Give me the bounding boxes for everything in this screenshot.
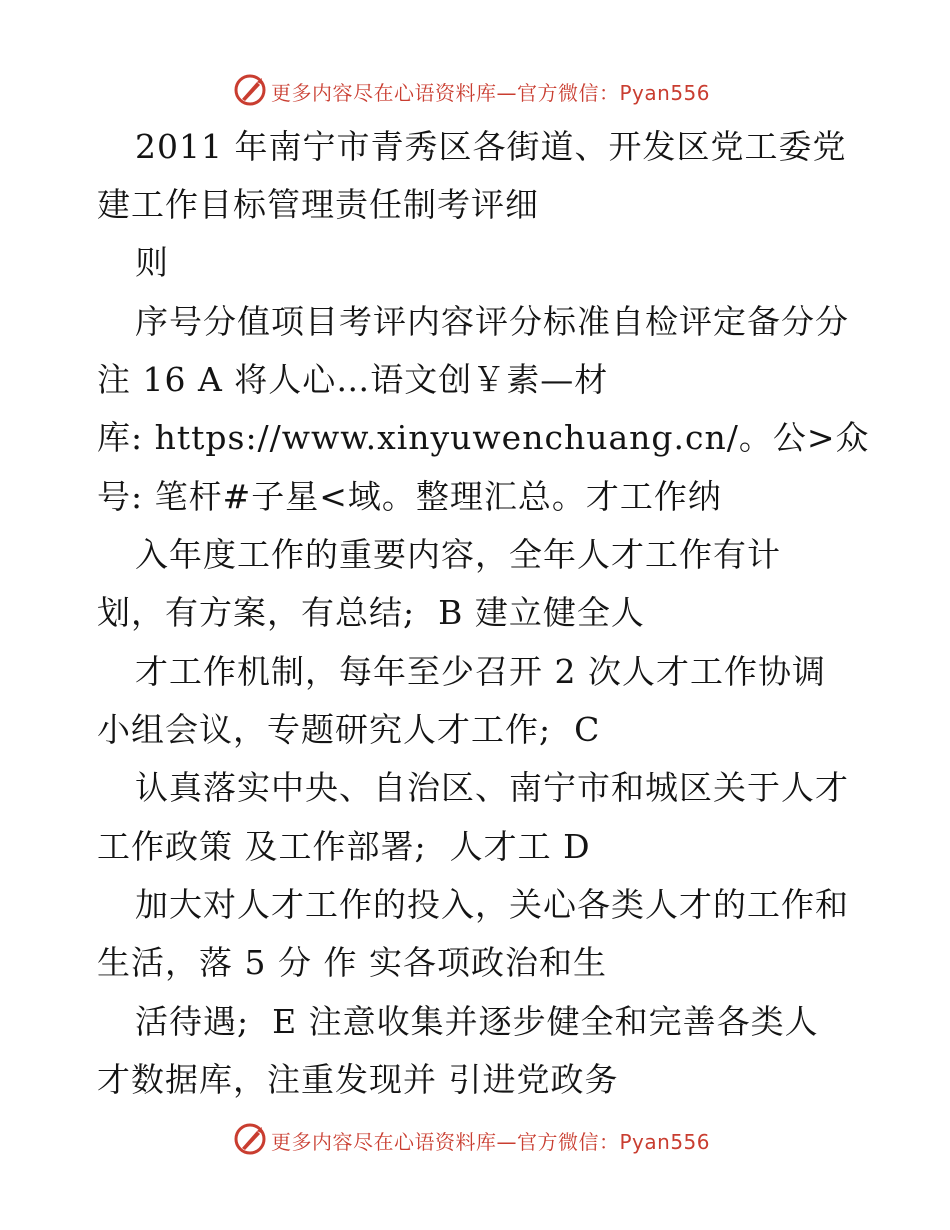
doc-line: 生活，落 5 分 作 实各项政治和生 [97, 943, 607, 982]
doc-line: 工作政策 及工作部署; 人才工 D [97, 827, 591, 866]
doc-line: 号: 笔杆#子星<域。整理汇总。才工作纳 [97, 477, 722, 516]
banner-text: 更多内容尽在心语资料库—官方微信：Pyan556 [271, 1130, 711, 1154]
quill-logo-icon [233, 1122, 267, 1156]
doc-line: 注 16 A 将人心…语文创￥素—材 [97, 360, 609, 399]
footer-banner [0, 1120, 950, 1160]
doc-line: 加大对人才工作的投入，关心各类人才的工作和 [135, 885, 849, 924]
doc-line: 入年度工作的重要内容，全年人才工作有计 [135, 535, 781, 574]
doc-line: 2011 年南宁市青秀区各街道、开发区党工委党 [135, 127, 847, 166]
doc-line: 库: https://www.xinyuwenchuang.cn/。公>众 [97, 418, 870, 457]
doc-line: 才工作机制，每年至少召开 2 次人才工作协调 [135, 652, 826, 691]
doc-line: 则 [135, 243, 169, 282]
banner-text: 更多内容尽在心语资料库—官方微信：Pyan556 [271, 81, 711, 105]
doc-line: 序号分值项目考评内容评分标准自检评定备分分 [135, 302, 849, 341]
doc-line: 活待遇; E 注意收集并逐步健全和完善各类人 [135, 1002, 819, 1041]
doc-line: 才数据库，注重发现并 引进党政务 [97, 1060, 619, 1099]
doc-line: 划，有方案，有总结; B 建立健全人 [97, 593, 645, 632]
doc-line: 小组会议，专题研究人才工作; C [97, 710, 601, 749]
doc-line: 建工作目标管理责任制考评细 [97, 185, 539, 224]
doc-line: 认真落实中央、自治区、南宁市和城区关于人才 [135, 768, 849, 807]
